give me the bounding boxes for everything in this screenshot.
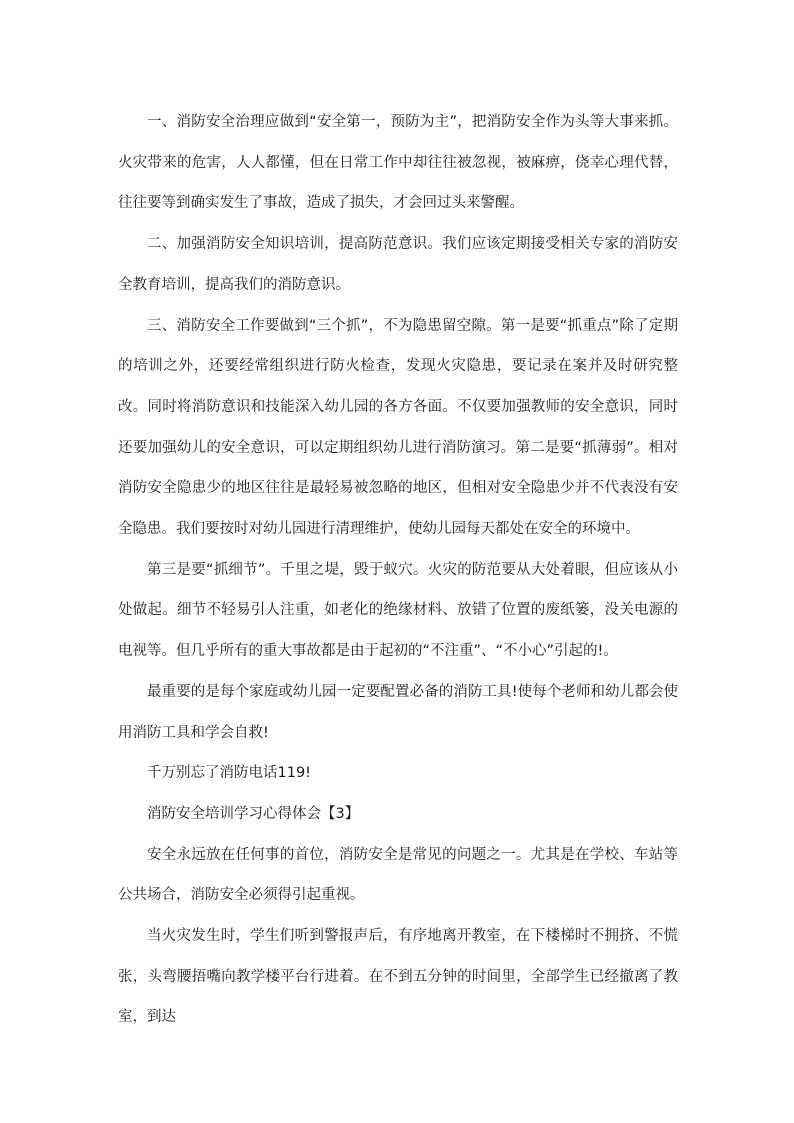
paragraph-5: 最重要的是每个家庭或幼儿园一定要配置必备的消防工具!使每个老师和幼儿都会使用消防工具和学会自救! [118,683,678,741]
document-body [118,102,678,1038]
paragraph-8: 当火灾发生时，学生们听到警报声后，有序地离开教室，在下楼梯时不拥挤、不慌张，头弯腰捂嘴向教学楼平台行进着。在不到五分钟的时间里，全部学生已经撤离了教室，到达 [118,928,678,1026]
section-heading: 消防安全培训学习心得体会【3】 [147,805,360,822]
paragraph-1: 一、消防安全治理应做到“安全第一，预防为主”，把消防安全作为头等大事来抓。火灾带来的危害，人人都懂，但在日常工作中却往往被忽视，被麻痹，侥幸心理代替，往往要等到确实发生了事故，造成了损失，才会回过头来警醒。 [118,114,678,212]
paragraph-2: 二、加强消防安全知识培训，提高防范意识。我们应该定期接受相关专家的消防安全教育培训，提高我们的消防意识。 [118,236,678,293]
paragraph-4: 第三是要“抓细节”。千里之堤，毁于蚁穴。火灾的防范要从大处着眼，但应该从小处做起。细节不轻易引人注重，如老化的绝缘材料、放错了位置的废纸篓，没关电源的电视等。但几乎所有的重大事故都是由于起初的“不注重”、“不小心”引起的!。 [118,561,678,660]
paragraph-3: 三、消防安全工作要做到“三个抓”，不为隐患留空隙。第一是要“抓重点”除了定期的培训之外，还要经常组织进行防火检查，发现火灾隐患，要记录在案并及时研究整改。同时将消防意识和技能深入幼儿园的各方各面。不仅要加强教师的安全意识，同时还要加强幼儿的安全意识，可以定期组织幼儿进行消防演习。第二是要“抓薄弱”。相对消防安全隐患少的地区往往是最轻易被忽略的地区，但相对安全隐患少并不代表没有安全隐患。我们要按时对幼儿园进行清理维护，使幼儿园每天都处在安全的环境中。 [118,317,678,538]
paragraph-7: 安全永远放在任何事的首位，消防安全是常见的问题之一。尤其是在学校、车站等公共场合，消防安全必须得引起重视。 [118,846,678,904]
paragraph-6: 千万别忘了消防电话119! [147,765,311,782]
